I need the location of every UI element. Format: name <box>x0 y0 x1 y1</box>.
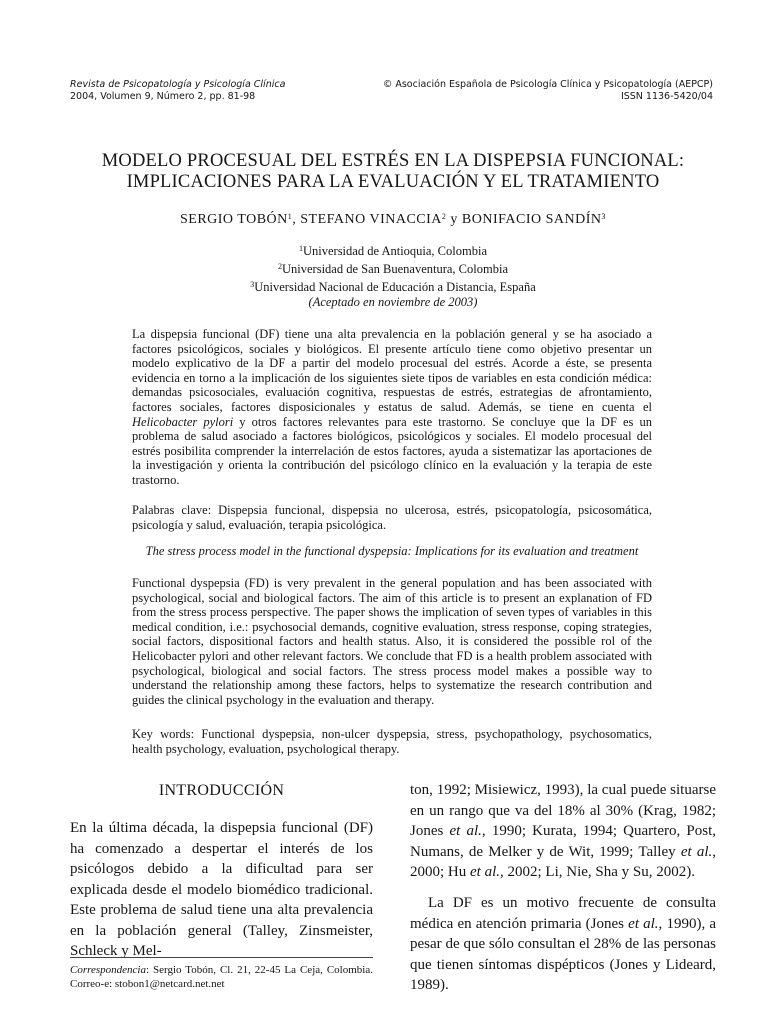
affiliation-sup: 3 <box>250 280 255 289</box>
abstract-text: y otros factores relevantes para este trastorno. Se concluye que la DF es un problema de salud asociado a factores biológicos, psicológicos y sociales. El modelo procesual del estrés posibilita comprender la interrelación de estos factores, ayuda a sistematizar las aportaciones de la investigación y orienta la contribución del psicólogo clínico en la evaluación y la terapia de este trastorno. <box>132 414 652 487</box>
copyright-header <box>380 79 713 103</box>
affiliation-text: Universidad de Antioquia, Colombia <box>302 244 487 258</box>
section-heading: INTRODUCCIÓN <box>158 782 285 799</box>
issn: ISSN 1136-5420/04 <box>620 91 713 102</box>
title-line-1: MODELO PROCESUAL DEL ESTRÉS EN LA DISPEPSIA FUNCIONAL: <box>101 151 685 171</box>
et-al: et al. <box>470 864 500 880</box>
affiliation-text: Universidad Nacional de Educación a Distancia, España <box>254 280 536 294</box>
affiliation-1 <box>150 241 636 259</box>
author-separator: , <box>292 212 301 227</box>
author-3: BONIFACIO SANDÍN <box>461 212 602 227</box>
et-al: et al. <box>628 915 659 932</box>
et-al: et al. <box>680 843 713 860</box>
et-al: et al. <box>449 823 482 839</box>
affiliation-3 <box>150 277 636 295</box>
english-title: The stress process model in the functional dyspepsia: Implications for its evaluation and treatment <box>145 544 639 558</box>
keywords-english: Key words: Functional dyspepsia, non-ulcer dyspepsia, stress, psychopathology, psychosomatics, health psychology, evaluation, psychological therapy. <box>132 727 652 756</box>
keywords-spanish: Palabras clave: Dispepsia funcional, dispepsia no ulcerosa, estrés, psicopatología, psicosomática, psicología y salud, evaluación, terapia psicológica. <box>132 503 652 532</box>
abstract-text: La dispepsia funcional (DF) tiene una alta prevalencia en la población general y se ha asociado a factores psicológicos, sociales y biológicos. El presente artículo tiene como objetivo presentar un modelo explicativo de la DF a partir del modelo procesual del estrés. Acorde a éste, se presenta evidencia en torno a la implicación de los siguientes siete tipos de variables en esta condición médica: demandas psicosociales, evaluación cognitiva, respuestas de estrés, estrategias de afrontamiento, factores sociales, factores disposicionales y estatus de salud. Además, se tiene en cuenta el <box>132 327 652 414</box>
body-paragraph: En la última década, la dispepsia funcional (DF) ha comenzado a despertar el interés de los psicólogos debido a la dificultad para ser explicada desde el modelo biomédico tradicional. Este problema de salud tiene una alta prevalencia en la población general (Talley, Zinsmeister, Schleck y Mel- <box>70 820 373 959</box>
body-paragraph <box>410 893 716 996</box>
paragraph-text: , 1990), a pesar de que sólo consultan el 28% de las personas que tienen síntomas dispépticos (Jones y Lideard, 1989). <box>410 915 716 993</box>
author-1: SERGIO TOBÓN <box>179 212 288 227</box>
affiliation-text: Universidad de San Buenaventura, Colombia <box>282 262 508 276</box>
footnote-divider <box>70 957 373 958</box>
affiliation-sup: 2 <box>278 262 282 271</box>
affiliation-2 <box>150 259 636 277</box>
author-list <box>50 208 736 229</box>
copyright-notice: © Asociación Española de Psicología Clínica y Psicopatología (AEPCP) <box>382 79 713 90</box>
journal-header <box>70 79 390 103</box>
accepted-date: (Aceptado en noviembre de 2003) <box>308 295 478 309</box>
paragraph-text: La DF es un motivo frecuente de consulta médica en atención primaria (Jones <box>410 895 716 932</box>
paragraph-text: , 1990; Kurata, 1994; Quartero, Post, Numans, de Melker y de Wit, 1999; Talley <box>410 823 716 860</box>
abstract-english: Functional dyspepsia (FD) is very prevalent in the general population and has been associated with psychological, social and biological factors. The aim of this article is to present an explanation of FD from the stress process perspective. The paper shows the implication of seven types of variables in this medical condition, i.e.: psychosocial demands, cognitive evaluation, stress response, coping strategies, social factors, dispositional factors and health status. Also, it is considered the possible rol of the Helicobacter pylori and other relevant factors. We conclude that FD is a health problem associated with psychological, biological and social factors. The stress process model makes a possible way to understand the relationship among these factors, helps to systematize the research contribution and guides the clinical psychology in the evaluation and therapy. <box>132 576 652 707</box>
abstract-italic-term: Helicobacter pylori <box>132 414 234 429</box>
article-title <box>50 151 736 193</box>
affiliations <box>150 241 636 295</box>
paragraph-text: ton, 1992; Misiewicz, 1993), la cual puede situarse en un rango que va del 18% al 30% (Krag, 1982; Jones <box>410 782 716 839</box>
abstract-spanish <box>132 327 652 488</box>
author-3-sup: 3 <box>601 212 606 221</box>
author-2-sup: 2 <box>441 212 447 221</box>
title-line-2: IMPLICACIONES PARA LA EVALUACIÓN Y EL TRATAMIENTO <box>126 172 660 192</box>
journal-issue: 2004, Volumen 9, Número 2, pp. 81-98 <box>70 91 256 102</box>
correspondence-note <box>70 963 373 991</box>
journal-name: Revista de Psicopatología y Psicología Clínica <box>70 79 286 90</box>
author-2: STEFANO VINACCIA <box>300 212 442 227</box>
affiliation-sup: 1 <box>298 244 303 253</box>
author-separator: y <box>446 212 462 227</box>
paragraph-text: , 2000; Hu <box>410 843 716 880</box>
correspondence-text: : Sergio Tobón, Cl. 21, 22-45 La Ceja, Colombia. Correo-e: stobon1@netcard.net.net <box>70 964 373 990</box>
body-paragraph <box>410 780 716 883</box>
correspondence-label: Correspondencia <box>70 964 146 976</box>
author-1-sup: 1 <box>287 212 293 221</box>
paragraph-text: , 2002; Li, Nie, Sha y Su, 2002). <box>500 864 695 880</box>
